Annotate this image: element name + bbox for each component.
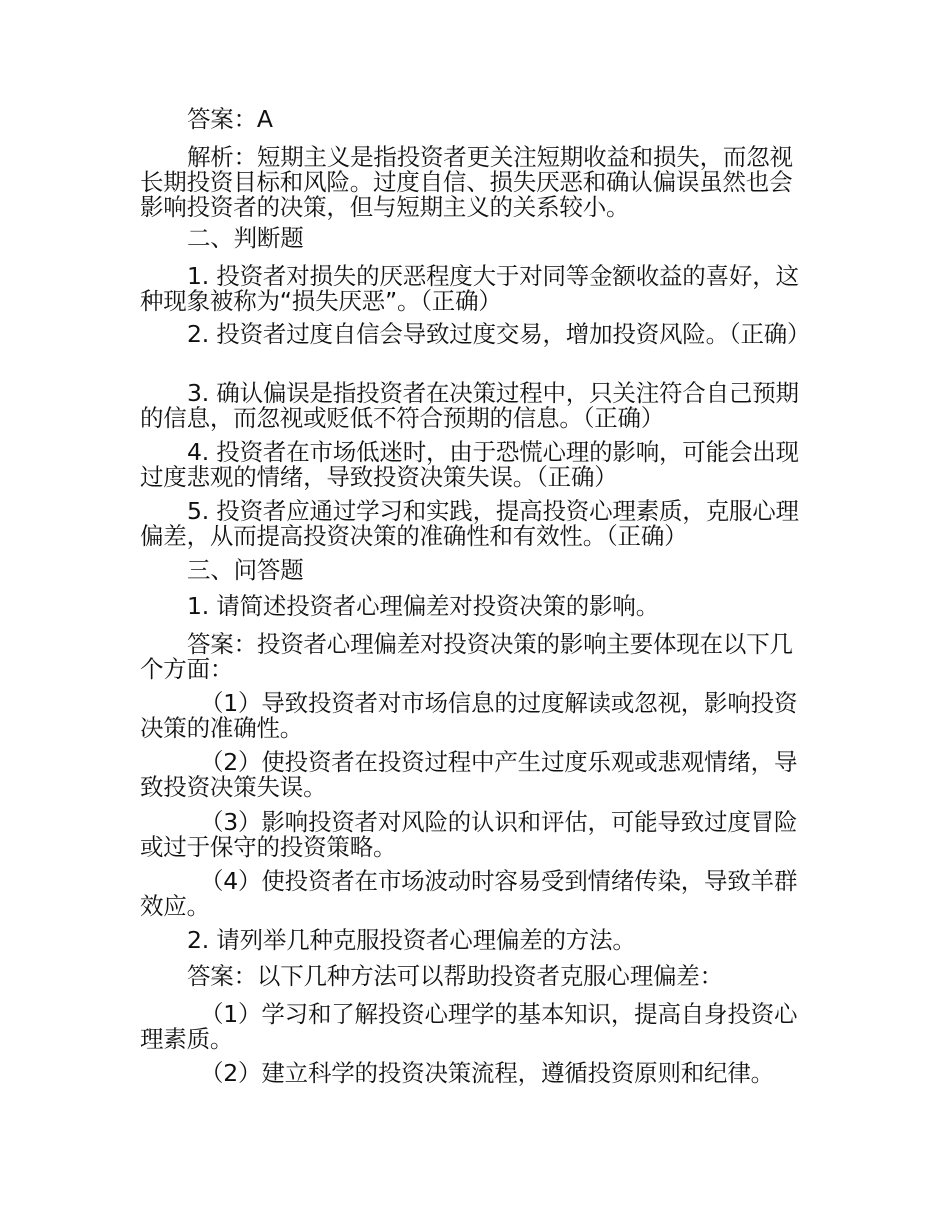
qa-answer-1: 答案：投资者心理偏差对投资决策的影响主要体现在以下几个方面： xyxy=(140,630,793,683)
qa-answer-2: 答案：以下几种方法可以帮助投资者克服心理偏差： xyxy=(187,962,723,990)
qa-answer-1-point-2: （2）使投资者在投资过程中产生过度乐观或悲观情绪，导致投资决策失误。 xyxy=(140,748,798,801)
true-false-item-5: 5. 投资者应通过学习和实践，提高投资心理素质，克服心理偏差，从而提高投资决策的准确性和有效性。（正确） xyxy=(140,497,799,550)
true-false-item-1: 1. 投资者对损失的厌恶程度大于对同等金额收益的喜好，这种现象被称为“损失厌恶”。（正确） xyxy=(140,262,799,315)
qa-answer-1-point-3: （3）影响投资者对风险的认识和评估，可能导致过度冒险或过于保守的投资策略。 xyxy=(140,808,798,861)
qa-answer-1-point-4: （4）使投资者在市场波动时容易受到情绪传染，导致羊群效应。 xyxy=(140,867,798,920)
true-false-item-4: 4. 投资者在市场低迷时，由于恐慌心理的影响，可能会出现过度悲观的情绪，导致投资决策失误。（正确） xyxy=(140,438,799,491)
section-heading-qa: 三、问答题 xyxy=(187,556,304,584)
qa-question-1: 1. 请简述投资者心理偏差对投资决策的影响。 xyxy=(187,592,659,620)
true-false-item-3: 3. 确认偏误是指投资者在决策过程中，只关注符合自己预期的信息，而忽视或贬低不符合预期的信息。（正确） xyxy=(140,379,799,432)
analysis-paragraph: 解析：短期主义是指投资者更关注短期收益和损失，而忽视长期投资目标和风险。过度自信、损失厌恶和确认偏误虽然也会影响投资者的决策，但与短期主义的关系较小。 xyxy=(140,143,793,221)
qa-answer-1-point-1: （1）导致投资者对市场信息的过度解读或忽视，影响投资决策的准确性。 xyxy=(140,689,798,742)
true-false-item-2: 2. 投资者过度自信会导致过度交易，增加投资风险。（正确） xyxy=(187,320,811,348)
qa-answer-2-point-2: （2）建立科学的投资决策流程，遵循投资原则和纪律。 xyxy=(200,1059,774,1087)
qa-answer-2-point-1: （1）学习和了解投资心理学的基本知识，提高自身投资心理素质。 xyxy=(140,1000,798,1053)
answer-line: 答案：A xyxy=(187,105,273,133)
section-heading-true-false: 二、判断题 xyxy=(187,224,304,252)
qa-question-2: 2. 请列举几种克服投资者心理偏差的方法。 xyxy=(187,926,636,954)
